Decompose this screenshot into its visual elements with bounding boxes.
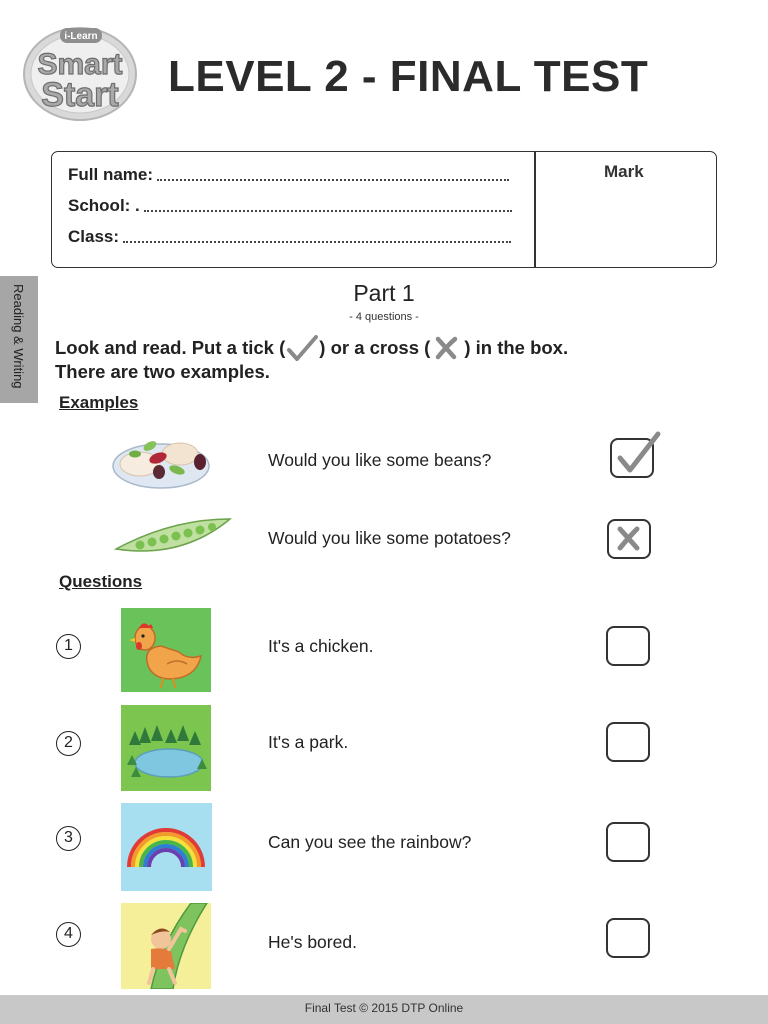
question-3-text: Can you see the rainbow?	[268, 832, 472, 852]
class-label: Class:	[68, 227, 120, 246]
instruction-line-1: Look and read. Put a tick ( ) or a cross ( ) in the box.	[55, 334, 568, 362]
page-title: LEVEL 2 - FINAL TEST	[168, 52, 649, 101]
chicken-image	[121, 608, 211, 692]
info-divider	[534, 152, 536, 267]
boy-slide-image	[121, 903, 211, 989]
question-2-text: It's a park.	[268, 732, 349, 752]
instruction-line-2: There are two examples.	[55, 361, 270, 382]
cross-mark-icon	[609, 521, 649, 557]
peas-pod-image	[112, 515, 232, 559]
example-1-answer-box[interactable]	[610, 438, 654, 478]
question-3-answer-box[interactable]	[606, 822, 650, 862]
cross-icon	[431, 334, 463, 362]
question-1-text: It's a chicken.	[268, 636, 374, 656]
mark-label: Mark	[604, 162, 644, 181]
tick-icon	[286, 334, 318, 362]
examples-heading: Examples	[59, 393, 139, 412]
example-2-text: Would you like some potatoes?	[268, 528, 511, 548]
tick-mark-icon	[610, 428, 666, 478]
rainbow-image	[121, 803, 212, 891]
full-name-label: Full name:	[68, 165, 154, 184]
side-tab-label: Reading & Writing	[11, 284, 26, 389]
full-name-row	[68, 165, 509, 185]
school-label: School: .	[68, 196, 140, 215]
svg-text:Smart: Smart	[37, 48, 123, 81]
part-subtitle: - 4 questions -	[349, 311, 419, 323]
full-name-field[interactable]	[157, 179, 509, 181]
question-4-number: 4	[56, 922, 81, 947]
question-1-number: 1	[56, 634, 81, 659]
question-2-answer-box[interactable]	[606, 722, 650, 762]
park-image	[121, 705, 211, 791]
school-field[interactable]	[144, 210, 512, 212]
question-2-number: 2	[56, 731, 81, 756]
beans-image	[110, 432, 212, 490]
student-info-box	[51, 151, 717, 268]
svg-text:i-Learn: i-Learn	[64, 31, 98, 42]
part-title: Part 1	[353, 280, 415, 306]
class-row	[68, 227, 511, 247]
example-1-text: Would you like some beans?	[268, 450, 492, 470]
example-2-answer-box[interactable]	[607, 519, 651, 559]
question-4-text: He's bored.	[268, 932, 357, 952]
svg-text:Start: Start	[41, 76, 119, 114]
question-4-answer-box[interactable]	[606, 918, 650, 958]
questions-heading: Questions	[59, 572, 143, 591]
school-row	[68, 196, 512, 216]
page-footer: Final Test © 2015 DTP Online	[0, 995, 768, 1024]
smart-start-logo	[20, 22, 140, 122]
question-3-number: 3	[56, 826, 81, 851]
question-1-answer-box[interactable]	[606, 626, 650, 666]
logo-badge-icon	[20, 22, 140, 122]
class-field[interactable]	[123, 241, 511, 243]
